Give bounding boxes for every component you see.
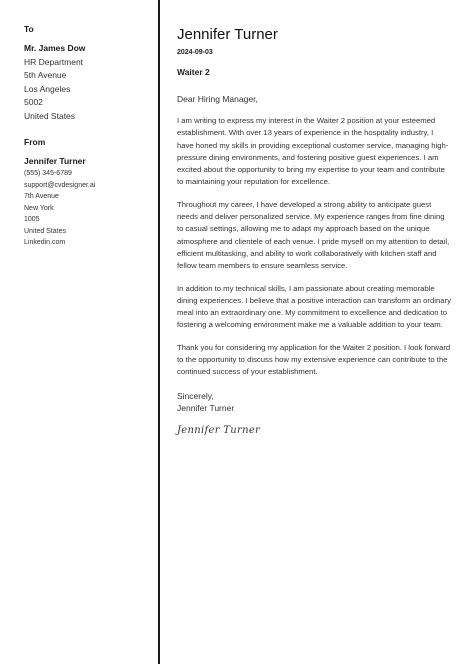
- contact-sidebar: [0, 0, 158, 664]
- sender-city: New York: [24, 204, 54, 212]
- recipient-country: United States: [24, 110, 76, 121]
- paragraph-intro: I am writing to express my interest in the Waiter 2 position at your esteemed establishment. With over 13 years of experience in the hospitality industry, I have honed my skills in providing exceptional customer service, managing high-pressure dining environments, and fostering positive guest experiences. I am excited about the opportunity to bring my expertise to your team and contribute to maintaining your reputation for excellence.: [177, 116, 449, 187]
- sender-postal-code: 1005: [24, 216, 40, 223]
- paragraph-thanks: Thank you for considering my application for the Waiter 2 position. I look forward to the opportunity to discuss how my extensive experience can contribute to the continued success of your establishment.: [177, 342, 451, 377]
- paragraph-skills: In addition to my technical skills, I am passionate about creating memorable dining experiences. I believe that a positive interaction can transform an ordinary meal into an extraordinary one. My commitment to excellence and dedication to fostering a welcoming environment make me a valuable addition to your team.: [177, 283, 451, 330]
- vertical-divider: [158, 0, 160, 664]
- sender-street: 7th Avenue: [24, 193, 59, 200]
- paragraph-experience: Throughout my career, I have developed a strong ability to anticipate guest needs and deliver personalized service. My experience ranges from fine dining to casual settings, allowing me to adapt my approach based on the unique atmosphere and clientele of each venue. I pride myself on my attention to detail, efficient multitasking, and ability to work collaboratively with kitchen staff and fellow team members to ensure seamless service.: [177, 199, 450, 271]
- position-title: Waiter 2: [177, 67, 210, 77]
- recipient-postal-code: 5002: [24, 97, 43, 107]
- letter-body: [177, 26, 452, 436]
- sender-name: Jennifer Turner: [24, 156, 86, 166]
- recipient-city: Los Angeles: [24, 83, 71, 94]
- letter-date: 2024-09-03: [177, 49, 213, 56]
- salutation: Dear Hiring Manager,: [177, 94, 258, 104]
- recipient-heading: To: [24, 24, 34, 34]
- sender-email: support@cvdesigner.ai: [24, 181, 96, 189]
- contact-block: [24, 24, 154, 249]
- sender-linkedin: Linkedin.com: [24, 239, 66, 246]
- recipient-department: HR Department: [24, 56, 84, 67]
- closing-name: Jennifer Turner: [177, 403, 235, 414]
- handwritten-signature: Jennifer Turner: [177, 424, 261, 436]
- closing-block: [177, 390, 452, 415]
- applicant-name: Jennifer Turner: [177, 26, 278, 43]
- recipient-street: 5th Avenue: [24, 70, 67, 80]
- sender-country: United States: [24, 227, 67, 235]
- sender-phone: (555) 345-6789: [24, 170, 72, 177]
- closing-text: Sincerely,: [177, 390, 214, 401]
- recipient-name: Mr. James Dow: [24, 43, 86, 53]
- sender-heading: From: [24, 137, 46, 147]
